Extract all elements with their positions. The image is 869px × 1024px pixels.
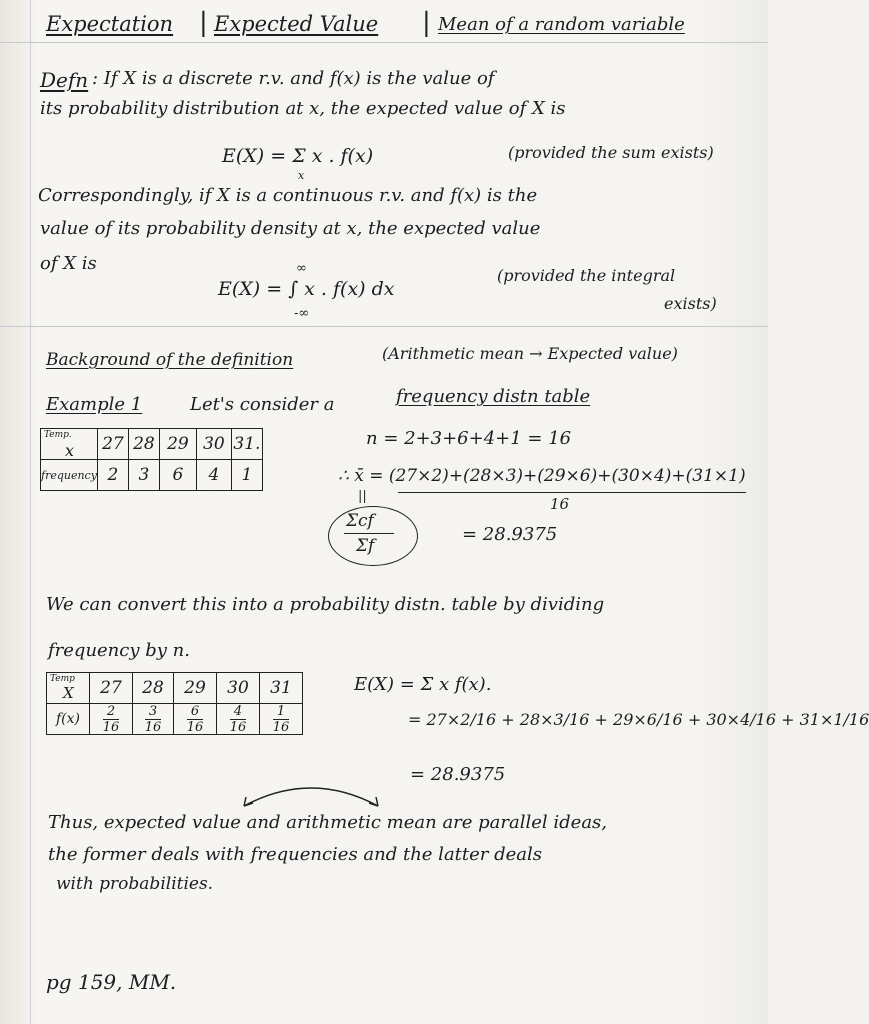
- table-cell: $\frac{1}{16}$: [260, 704, 303, 735]
- ex-formula: E(X) = Σ x f(x).: [354, 674, 492, 695]
- table-cell: 30: [217, 673, 260, 704]
- sum-f: Σf: [356, 536, 375, 556]
- table-cell: 30: [196, 429, 231, 460]
- table-cell: $\frac{4}{16}$: [217, 704, 260, 735]
- sum-cf: Σcf: [346, 511, 374, 531]
- title-divider: |: [422, 8, 431, 38]
- table-header-frequency: frequency: [41, 460, 98, 491]
- definition-line-5: of X is: [40, 253, 97, 274]
- table-row: [41, 429, 263, 460]
- table-cell: 28: [133, 673, 174, 704]
- background-subheading: (Arithmetic mean → Expected value): [382, 344, 678, 363]
- ruled-line: [0, 326, 768, 327]
- example-intro-underlined: frequency distn table: [396, 386, 591, 407]
- example-label: Example 1: [46, 394, 143, 415]
- conversion-line-1: We can convert this into a probability distn. table by dividing: [46, 594, 605, 615]
- note-integral-exists-2: exists): [664, 294, 717, 313]
- table-cell: $\frac{6}{16}$: [174, 704, 217, 735]
- table-cell: 1: [231, 460, 262, 491]
- table-header-x: Temp X: [47, 673, 90, 704]
- table-cell: 27: [90, 673, 133, 704]
- mean-denominator: 16: [550, 495, 570, 513]
- title-expectation: Expectation: [46, 12, 174, 36]
- conversion-line-2: frequency by n.: [48, 640, 190, 661]
- table-header-x: Temp. x: [41, 429, 98, 460]
- conclusion-line-3: with probabilities.: [56, 874, 214, 894]
- note-sum-exists: (provided the sum exists): [508, 143, 714, 162]
- integral-upper-limit: ∞: [296, 261, 307, 276]
- table-row: [41, 460, 263, 491]
- table-cell: $\frac{3}{16}$: [133, 704, 174, 735]
- title-divider: |: [199, 8, 208, 38]
- table-cell: 2: [97, 460, 128, 491]
- table-cell: 3: [128, 460, 159, 491]
- mean-numerator-line: ∴ x̄ = (27×2)+(28×3)+(29×6)+(30×4)+(31×1): [338, 466, 746, 486]
- margin-line: [30, 0, 31, 1024]
- table-cell: 29: [159, 429, 196, 460]
- definition-line-2: its probability distribution at x, the expected value of X is: [40, 98, 566, 119]
- table-cell: 31: [260, 673, 303, 704]
- table-cell: 31.: [231, 429, 262, 460]
- ruled-line: [0, 42, 768, 43]
- definition-label: Defn: [40, 68, 89, 92]
- mean-result: = 28.9375: [462, 524, 558, 545]
- formula-sum-subscript: x: [298, 169, 305, 182]
- integral-lower-limit: -∞: [294, 306, 310, 321]
- formula-discrete: E(X) = Σ x . f(x): [222, 145, 374, 167]
- ex-result: = 28.9375: [410, 764, 506, 785]
- fraction-bar: [344, 533, 394, 534]
- probability-table: [46, 672, 303, 735]
- table-cell: $\frac{2}{16}$: [90, 704, 133, 735]
- page-reference: pg 159, MM.: [46, 970, 177, 994]
- frequency-table: [40, 428, 263, 491]
- table-cell: 6: [159, 460, 196, 491]
- connector-arrow: [236, 776, 386, 812]
- definition-line-3: Correspondingly, if X is a continuous r.v. and f(x) is the: [38, 185, 538, 206]
- title-expected-value: Expected Value: [214, 12, 379, 36]
- ex-expansion: = 27×2/16 + 28×3/16 + 29×6/16 + 30×4/16 + 31×1/16: [408, 710, 869, 729]
- conclusion-line-2: the former deals with frequencies and the latter deals: [48, 844, 543, 865]
- title-mean: Mean of a random variable: [438, 14, 685, 35]
- table-cell: 28: [128, 429, 159, 460]
- table-row: [47, 704, 303, 735]
- definition-line-1: : If X is a discrete r.v. and f(x) is the value of: [92, 68, 495, 89]
- conclusion-line-1: Thus, expected value and arithmetic mean are parallel ideas,: [48, 812, 608, 833]
- definition-line-4: value of its probability density at x, the expected value: [40, 218, 541, 239]
- note-integral-exists-1: (provided the integral: [497, 266, 676, 285]
- table-cell: 4: [196, 460, 231, 491]
- example-intro: Let's consider a: [190, 394, 335, 415]
- table-cell: 29: [174, 673, 217, 704]
- table-cell: 27: [97, 429, 128, 460]
- n-sum-line: n = 2+3+6+4+1 = 16: [366, 428, 572, 449]
- table-row: [47, 673, 303, 704]
- table-header-fx: f(x): [47, 704, 90, 735]
- background-heading: Background of the definition: [46, 350, 294, 370]
- fraction-bar: [398, 492, 746, 493]
- equals-vertical: ||: [358, 489, 367, 504]
- formula-continuous: E(X) = ∫ x . f(x) dx: [218, 278, 395, 300]
